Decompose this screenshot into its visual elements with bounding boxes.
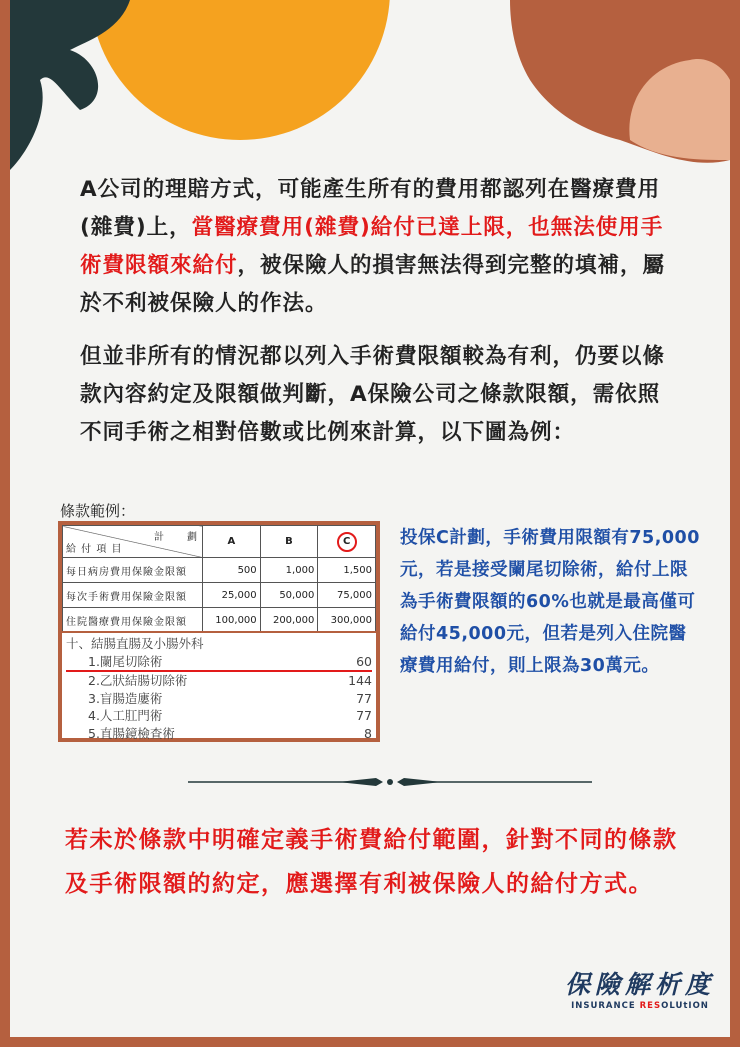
surgery-value: 60 bbox=[356, 653, 372, 669]
paragraph-1 bbox=[80, 171, 670, 323]
column-c bbox=[318, 526, 376, 558]
surgery-name: 1.闌尾切除術 bbox=[88, 653, 163, 669]
paragraph-1-text-end: ，被保險人的損害無法得到完整的填補，屬於不利被保險人的作法。 bbox=[80, 253, 666, 316]
surgery-value: 8 bbox=[364, 725, 372, 741]
table-row bbox=[63, 558, 376, 583]
cell: 1,500 bbox=[318, 558, 376, 583]
surgery-item bbox=[66, 672, 372, 690]
example-label: 條款範例： bbox=[60, 502, 136, 520]
cell: 200,000 bbox=[260, 608, 318, 633]
side-note: 投保C計劃，手術費用限額有75,000元，若是接受闌尾切除術，給付上限為手術費限額的60%也就是最高僅可給付45,000元，但若是列入住院醫療費用給付，則上限為30萬元。 bbox=[400, 528, 700, 676]
table-row bbox=[63, 583, 376, 608]
cell: 75,000 bbox=[318, 583, 376, 608]
column-a: A bbox=[203, 526, 261, 558]
logo bbox=[555, 965, 725, 1011]
paragraph-2: 但並非所有的情況都以列入手術費限額較為有利，仍要以條款內容約定及限額做判斷，A保險公司之條款限額，需依照不同手術之相對倍數或比例來計算，以下圖為例： bbox=[80, 344, 666, 445]
cell: 500 bbox=[203, 558, 261, 583]
cell: 100,000 bbox=[203, 608, 261, 633]
surgery-item bbox=[66, 725, 372, 743]
surgery-name: 3.盲腸造廔術 bbox=[88, 690, 163, 706]
column-b: B bbox=[260, 526, 318, 558]
surgery-item bbox=[66, 707, 372, 725]
cell: 25,000 bbox=[203, 583, 261, 608]
target-circle-icon bbox=[337, 532, 357, 552]
page bbox=[10, 0, 730, 1037]
table-corner bbox=[63, 526, 203, 558]
row-label: 每次手術費用保險金限額 bbox=[63, 583, 203, 608]
surgery-name: 2.乙狀結腸切除術 bbox=[88, 673, 188, 688]
corner-top: 計 劃 bbox=[154, 532, 198, 543]
surgery-list bbox=[62, 631, 376, 744]
row-label: 每日病房費用保險金限額 bbox=[63, 558, 203, 583]
logo-english bbox=[555, 1001, 725, 1011]
surgery-value: 77 bbox=[356, 690, 372, 706]
conclusion: 若未於條款中明確定義手術費給付範圍，針對不同的條款及手術限額的約定，應選擇有利被保險人的給付方式。 bbox=[65, 827, 678, 897]
surgery-name: 4.人工肛門術 bbox=[88, 708, 163, 723]
surgery-value: 77 bbox=[356, 708, 372, 723]
paragraph-1-highlight: 當醫療費用(雜費)給付已達上限，也無法使用手術費限額來給付 bbox=[80, 215, 664, 278]
table-row bbox=[63, 608, 376, 633]
surgery-item bbox=[66, 653, 372, 673]
surgery-value: 144 bbox=[348, 673, 372, 688]
cell: 1,000 bbox=[260, 558, 318, 583]
surgery-heading: 十、結腸直腸及小腸外科 bbox=[66, 636, 204, 651]
corner-bottom: 給 付 項 目 bbox=[66, 544, 123, 555]
logo-en-3: OLUtION bbox=[661, 1001, 709, 1011]
clause-example-table bbox=[58, 521, 380, 742]
paragraph-1-text: A公司的理賠方式，可能產生所有的費用都認列在醫療費用(雜費)上， bbox=[80, 177, 661, 240]
cell: 50,000 bbox=[260, 583, 318, 608]
ornamental-divider bbox=[188, 776, 592, 788]
surgery-name: 5.直腸鏡檢查術 bbox=[88, 725, 175, 741]
logo-en-2: RES bbox=[639, 1001, 662, 1011]
surgery-item bbox=[66, 690, 372, 708]
column-c-label: C bbox=[342, 535, 351, 547]
cell: 300,000 bbox=[318, 608, 376, 633]
decorative-shapes bbox=[10, 0, 730, 200]
row-label: 住院醫療費用保險金限額 bbox=[63, 608, 203, 633]
logo-en-1: INSURANCE bbox=[571, 1001, 640, 1011]
logo-chinese: 保險解析度 bbox=[564, 970, 715, 999]
